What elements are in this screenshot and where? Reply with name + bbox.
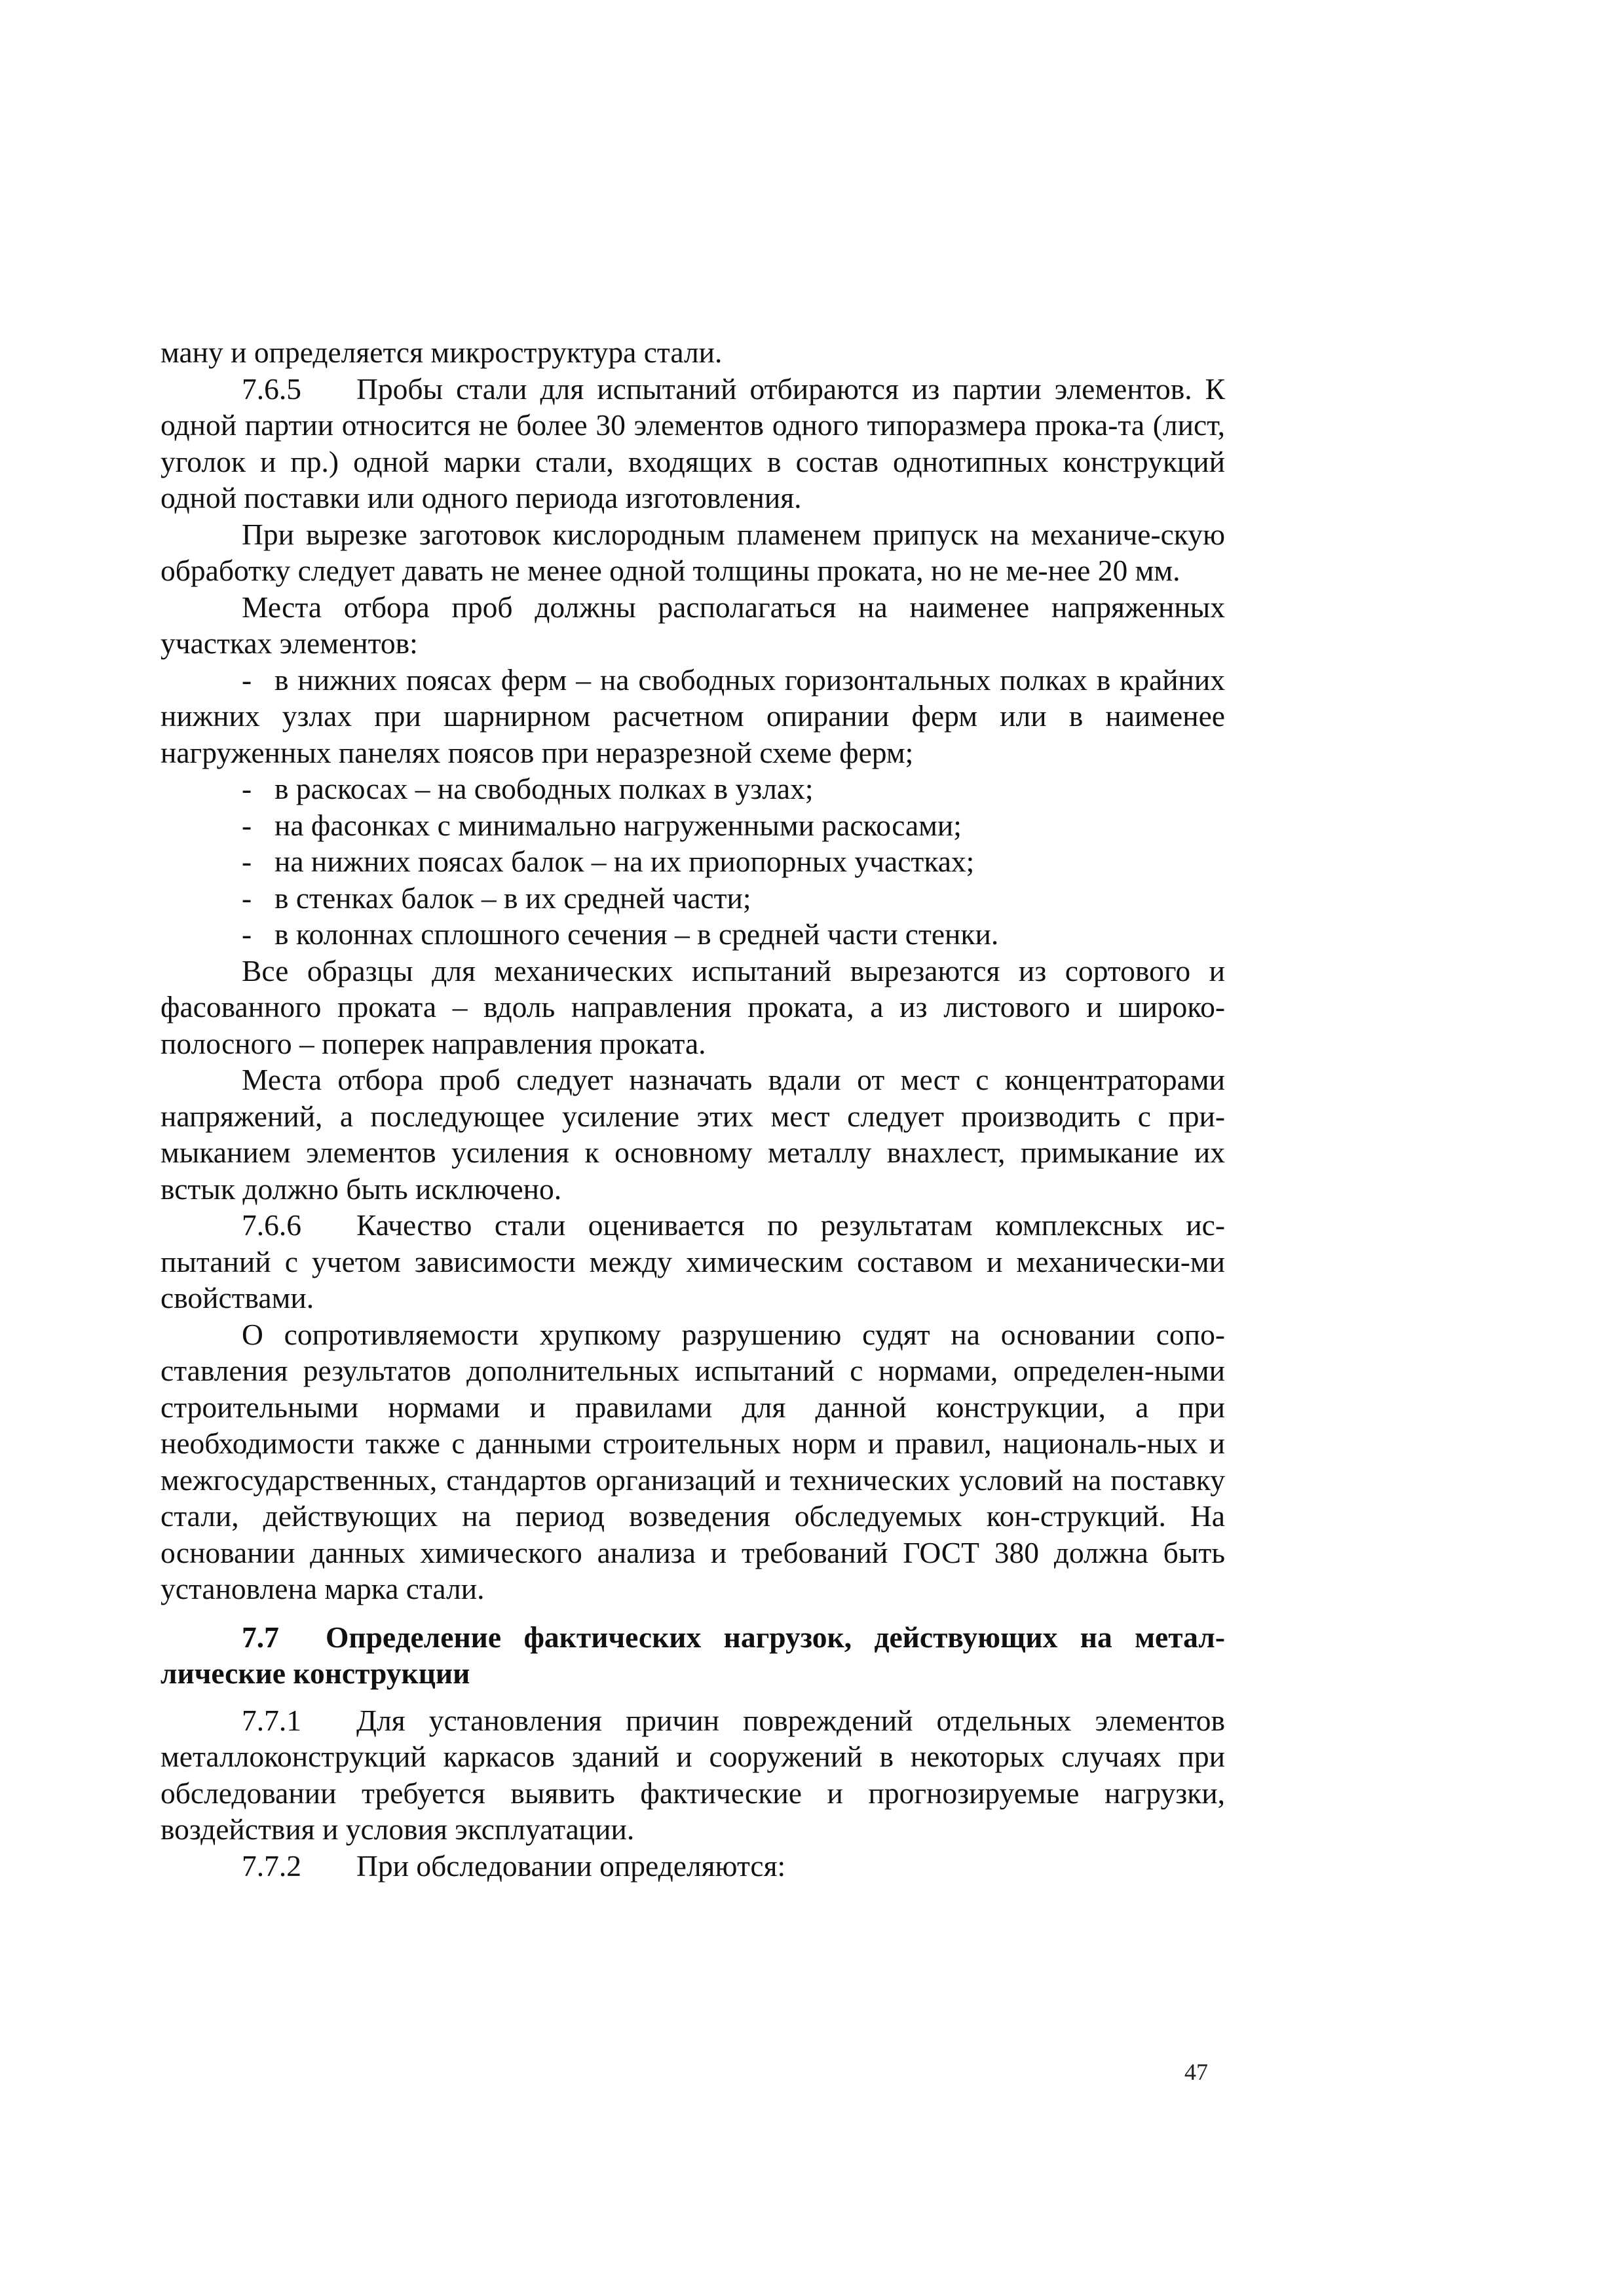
- section-number: 7.7: [242, 1620, 279, 1654]
- list-dash: -: [242, 845, 252, 878]
- sampling-places-list: [161, 662, 1225, 953]
- list-dash: -: [242, 881, 252, 915]
- clause-number: 7.6.5: [242, 372, 301, 406]
- clause-7-6-6: [161, 1207, 1225, 1316]
- paragraph-sampling-places: [161, 589, 1225, 662]
- list-item-text: в колоннах сплошного сечения – в средней части стенки.: [274, 917, 999, 951]
- clause-number: 7.7.1: [242, 1703, 301, 1737]
- page-number: 47: [1184, 2059, 1208, 2085]
- clause-text: Для установления причин повреждений отдельных элементов металлоконструкций каркасов зданий и сооружений в некоторых случаях при обследовании требуется выявить фактические и прогнозируемые нагрузки, воздействия и условия эксплуатации.: [161, 1703, 1225, 1846]
- clause-7-7-2: [161, 1848, 1225, 1885]
- section-heading-7-7: [161, 1619, 1225, 1692]
- clause-text: Качество стали оценивается по результатам комплексных ис-пытаний с учетом зависимости между химическим составом и механически-ми свойствами.: [161, 1208, 1225, 1314]
- paragraph-text: Все образцы для механических испытаний вырезаются из сортового и фасованного проката – вдоль направления проката, а из листового и широко-полосного – поперек направления проката.: [161, 953, 1225, 1060]
- paragraph-continuation: [161, 334, 1225, 371]
- section-title: Определение фактических нагрузок, действующих на метал-лические конструкции: [161, 1620, 1225, 1690]
- paragraph-text: ману и определяется микроструктура стали.: [161, 335, 723, 369]
- paragraph-text: Места отбора проб следует назначать вдали от мест с концентраторами напряжений, а последующее усиление этих мест следует производить с при-мыканием элементов усиления к основному металлу внахлест, примыкание их встык должно быть исключено.: [161, 1063, 1225, 1206]
- list-item: [161, 662, 1225, 771]
- list-dash: -: [242, 662, 252, 697]
- list-item-text: в раскосах – на свободных полках в узлах;: [274, 772, 814, 805]
- clause-7-7-1: [161, 1702, 1225, 1848]
- paragraph-text: О сопротивляемости хрупкому разрушению судят на основании сопо-ставления результатов дополнительных испытаний с нормами, определен-ными строительными нормами и правилами для данной конструкции, а при необходимости также с данными строительных норм и правил, националь-ных и межгосударственных, стандартов организаций и технических условий на поставку стали, действующих на период возведения обследуемых кон-струкций. На основании данных химического анализа и требований ГОСТ 380 должна быть установлена марка стали.: [161, 1317, 1225, 1605]
- list-dash: -: [242, 808, 252, 842]
- list-item: [161, 916, 1225, 953]
- clause-number: 7.7.2: [242, 1848, 301, 1883]
- clause-text: При обследовании определяются:: [356, 1848, 786, 1883]
- paragraph-brittle-fracture: [161, 1316, 1225, 1607]
- list-item: [161, 843, 1225, 880]
- list-item-text: в нижних поясах ферм – на свободных горизонтальных полках в крайних нижних узлах при шарнирном расчетном опирании ферм или в наименее нагруженных панелях поясов при неразрезной схеме ферм;: [161, 662, 1225, 769]
- list-item-text: на фасонках с минимально нагруженными раскосами;: [274, 808, 962, 842]
- paragraph-text: При вырезке заготовок кислородным пламенем припуск на механиче-скую обработку следует давать не менее одной толщины проката, но не ме-нее 20 мм.: [161, 517, 1225, 587]
- paragraph-stress-concentrators: [161, 1062, 1225, 1207]
- list-item: [161, 771, 1225, 807]
- paragraph-specimens: [161, 953, 1225, 1062]
- list-dash: -: [242, 772, 252, 805]
- list-item: [161, 880, 1225, 917]
- paragraph-cutting-allowance: [161, 516, 1225, 589]
- list-item-text: в стенках балок – в их средней части;: [274, 881, 751, 915]
- clause-text: Пробы стали для испытаний отбираются из партии элементов. К одной партии относится не более 30 элементов одного типоразмера прока-та (лист, уголок и пр.) одной марки стали, входящих в состав однотипных конструкций одной поставки или одного периода изготовления.: [161, 372, 1225, 514]
- document-page: [161, 334, 1225, 1884]
- clause-7-6-5: [161, 371, 1225, 516]
- paragraph-text: Места отбора проб должны располагаться на наименее напряженных участках элементов:: [161, 590, 1225, 660]
- list-dash: -: [242, 917, 252, 951]
- clause-number: 7.6.6: [242, 1208, 301, 1242]
- list-item: [161, 807, 1225, 844]
- list-item-text: на нижних поясах балок – на их приопорных участках;: [274, 845, 975, 878]
